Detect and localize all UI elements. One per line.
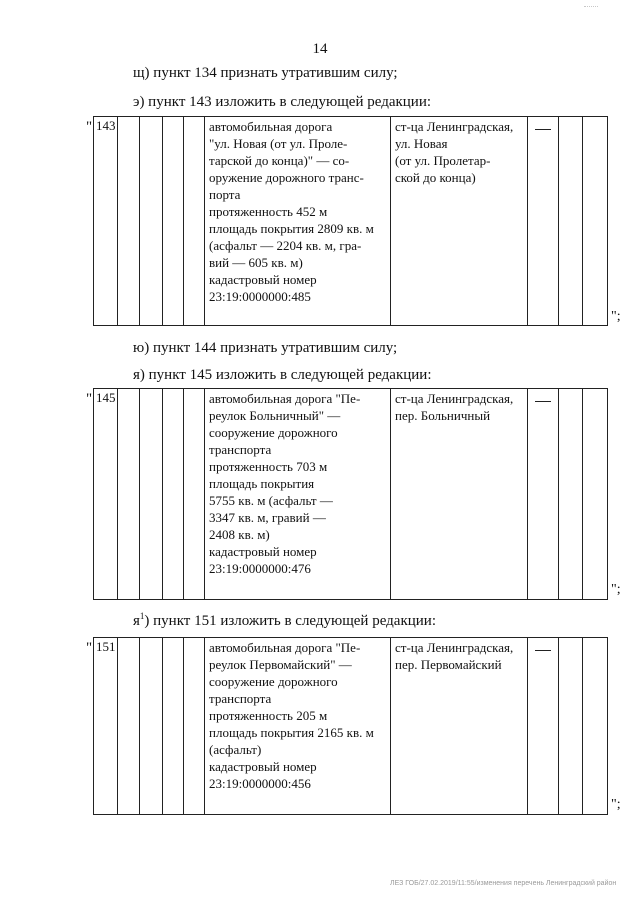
- paragraph-item-151: [133, 612, 436, 630]
- close-quote-145: ";: [611, 582, 621, 597]
- object-location: [391, 638, 528, 815]
- description-line: реулок Первомайский" —: [209, 657, 352, 672]
- description-line: тарской до конца)" — со-: [209, 153, 350, 168]
- location-line: пер. Первомайский: [395, 657, 502, 672]
- empty-cell: [184, 638, 205, 815]
- dash-mark: [535, 129, 551, 130]
- dash-mark: [535, 650, 551, 651]
- description-line: вий — 605 кв. м): [209, 255, 303, 270]
- paragraph-superscript: 1: [139, 611, 145, 621]
- close-quote-151: ";: [611, 797, 621, 812]
- paragraph-item-145: я) пункт 145 изложить в следующей редакции:: [133, 367, 432, 383]
- empty-cell: [583, 117, 608, 326]
- description-line: кадастровый номер: [209, 272, 317, 287]
- description-line: 23:19:0000000:485: [209, 289, 311, 304]
- dash-cell: [528, 117, 559, 326]
- page-number: 14: [312, 41, 328, 57]
- empty-cell: [118, 638, 140, 815]
- paragraph-prefix: я: [133, 613, 140, 629]
- description-line: автомобильная дорога: [209, 119, 333, 134]
- empty-cell: [184, 117, 205, 326]
- open-quote-151: ": [86, 640, 93, 656]
- register-table-row-145: [93, 388, 608, 600]
- paragraph-item-134: щ) пункт 134 признать утратившим силу;: [133, 65, 398, 81]
- object-description: [205, 638, 391, 815]
- dash-mark: [535, 401, 551, 402]
- paragraph-item-143: э) пункт 143 изложить в следующей редакции:: [133, 94, 432, 110]
- description-line: 5755 кв. м (асфальт —: [209, 493, 333, 508]
- description-line: автомобильная дорога "Пе-: [209, 391, 361, 406]
- description-line: 23:19:0000000:456: [209, 776, 311, 791]
- empty-cell: [140, 389, 163, 600]
- empty-cell: [140, 638, 163, 815]
- description-line: 2408 кв. м): [209, 527, 270, 542]
- location-line: ской до конца): [395, 170, 476, 185]
- description-line: оружение дорожного транс-: [209, 170, 364, 185]
- open-quote-143: ": [86, 119, 93, 135]
- row-number: 143: [94, 117, 118, 326]
- location-line: ул. Новая: [395, 136, 448, 151]
- description-line: "ул. Новая (от ул. Проле-: [209, 136, 348, 151]
- description-line: протяженность 703 м: [209, 459, 328, 474]
- location-line: пер. Больничный: [395, 408, 491, 423]
- register-table-row-151: [93, 637, 608, 815]
- object-location: [391, 389, 528, 600]
- description-line: протяженность 452 м: [209, 204, 328, 219]
- location-line: ст-ца Ленинградская,: [395, 119, 514, 134]
- description-line: протяженность 205 м: [209, 708, 328, 723]
- close-quote-143: ";: [611, 309, 621, 324]
- empty-cell: [140, 117, 163, 326]
- description-line: площадь покрытия 2809 кв. м: [209, 221, 374, 236]
- description-line: 3347 кв. м, гравий —: [209, 510, 326, 525]
- empty-cell: [559, 389, 583, 600]
- table-row: [94, 638, 608, 815]
- description-line: площадь покрытия 2165 кв. м: [209, 725, 374, 740]
- empty-cell: [583, 638, 608, 815]
- empty-cell: [118, 389, 140, 600]
- description-line: транспорта: [209, 442, 272, 457]
- description-line: автомобильная дорога "Пе-: [209, 640, 361, 655]
- register-table-row-143: [93, 116, 608, 326]
- paragraph-rest: ) пункт 151 изложить в следующей редакции:: [144, 613, 436, 629]
- empty-cell: [184, 389, 205, 600]
- empty-cell: [583, 389, 608, 600]
- empty-cell: [163, 638, 184, 815]
- object-description: [205, 117, 391, 326]
- empty-cell: [163, 389, 184, 600]
- empty-cell: [163, 117, 184, 326]
- description-line: сооружение дорожного: [209, 674, 338, 689]
- description-line: 23:19:0000000:476: [209, 561, 311, 576]
- description-line: транспорта: [209, 691, 272, 706]
- description-line: кадастровый номер: [209, 544, 317, 559]
- table-row: [94, 117, 608, 326]
- description-line: кадастровый номер: [209, 759, 317, 774]
- description-line: площадь покрытия: [209, 476, 315, 491]
- description-line: реулок Больничный" —: [209, 408, 341, 423]
- empty-cell: [118, 117, 140, 326]
- scan-corner-mark: [584, 6, 598, 7]
- dash-cell: [528, 638, 559, 815]
- table-row: [94, 389, 608, 600]
- empty-cell: [559, 638, 583, 815]
- row-number: 145: [94, 389, 118, 600]
- document-footer: ЛЕЗ ГОБ/27.02.2019/11:55/изменения перечень Ленинградский район: [390, 880, 617, 887]
- paragraph-item-144: ю) пункт 144 признать утратившим силу;: [133, 340, 398, 356]
- object-location: [391, 117, 528, 326]
- row-number: 151: [94, 638, 118, 815]
- description-line: (асфальт — 2204 кв. м, гра-: [209, 238, 362, 253]
- open-quote-145: ": [86, 391, 93, 407]
- location-line: ст-ца Ленинградская,: [395, 391, 514, 406]
- object-description: [205, 389, 391, 600]
- description-line: порта: [209, 187, 241, 202]
- description-line: (асфальт): [209, 742, 262, 757]
- location-line: (от ул. Пролетар-: [395, 153, 491, 168]
- dash-cell: [528, 389, 559, 600]
- empty-cell: [559, 117, 583, 326]
- description-line: сооружение дорожного: [209, 425, 338, 440]
- location-line: ст-ца Ленинградская,: [395, 640, 514, 655]
